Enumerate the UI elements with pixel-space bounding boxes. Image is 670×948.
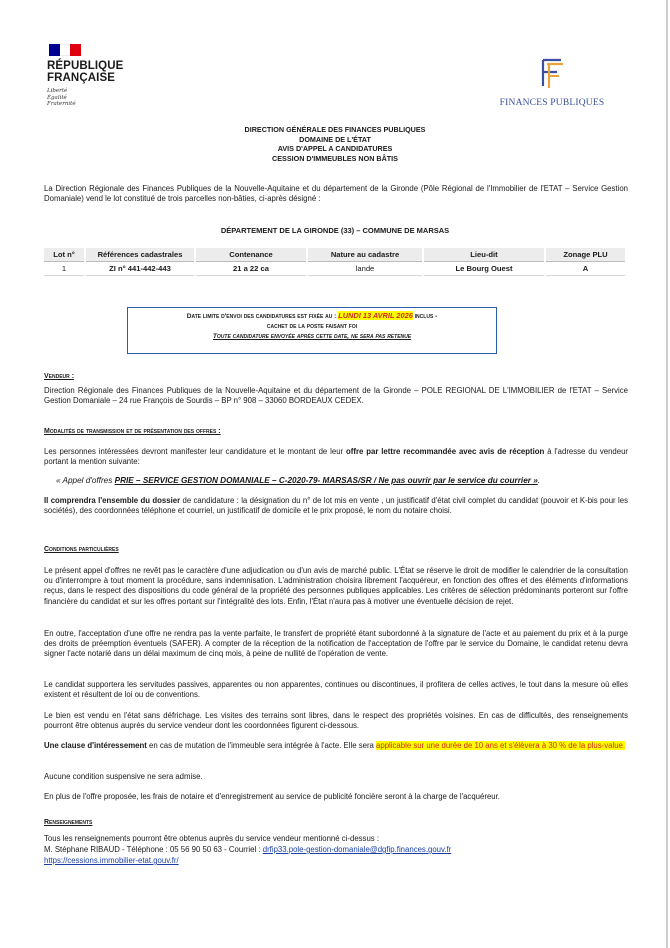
table-header: Contenance	[195, 248, 307, 262]
conditions-paragraph-5: Une clause d'intéressement en cas de mutation de l'immeuble sera intégrée à l'acte. Elle sera applicable sur une durée de 10 ans et s'élèvera à 30 % de la plus-value.	[44, 741, 626, 750]
republic-name: RÉPUBLIQUE FRANÇAISE	[47, 60, 124, 84]
deadline-date: LUNDI 13 AVRIL 2026	[338, 311, 413, 320]
marianne-flag-icon	[49, 44, 81, 56]
table-header-row	[44, 248, 626, 262]
conditions-paragraph-1: Le présent appel d'offres ne revêt pas le caractère d'une adjudication ou d'un avis de marché public. L'État se réserve le droit de modifier le calendrier de la consultation ou d'interrompre à tout moment la procédure, sans indemnisation. L'administration choisira librement l'acquéreur, en fonction des offres et des éléments d'informations reçus, dans le respect des dispositions du code général de la propriété des personnes publiques applicables. Les critères de sélection prédominants porteront sur l'offre financière du candidat et sur les offres portant sur l'intégralité des lots. Enfin, l'État n'aura pas à motiver une éventuelle décision de rejet.	[44, 566, 628, 606]
highlighted-clause: applicable sur une durée de 10 ans et s'élèvera à 30 % de la plus-value.	[376, 741, 626, 750]
cessions-website-link[interactable]: https://cessions.immobilier-etat.gouv.fr/	[44, 856, 179, 865]
conditions-paragraph-4: Le bien est vendu en l'état sans défrichage. Les visites des terrains sont libres, dans le respect des propriétés voisines. En cas de difficultés, des renseignements pourront être obtenus auprès du service vendeur dont les coordonnées figurent ci-dessous.	[44, 711, 628, 731]
republic-motto: Liberté Égalité Fraternité	[47, 88, 76, 107]
table-cell: A	[545, 262, 626, 276]
document-title	[0, 125, 670, 163]
intro-paragraph: La Direction Régionale des Finances Publiques de la Nouvelle-Aquitaine et du département de la Gironde (Pôle Régional de l'Immobilier de l'ETAT – Service Gestion Domaniale) vend le lot constitué de trois parcelles non-bâties, ci-après désigné :	[44, 184, 628, 204]
section-heading-vendeur: Vendeur :	[44, 373, 75, 380]
conditions-paragraph-7: En plus de l'offre proposée, les frais de notaire et d'enregistrement au service de publicité foncière seront à la charge de l'acquéreur.	[44, 792, 500, 801]
table-cell: 1	[44, 262, 85, 276]
table-cell: Le Bourg Ouest	[423, 262, 545, 276]
renseignements-site	[44, 856, 628, 866]
section-heading-conditions: Conditions particulières	[44, 546, 119, 553]
table-header: Nature au cadastre	[307, 248, 423, 262]
department-title: DÉPARTEMENT DE LA GIRONDE (33) – COMMUNE DE MARSAS	[220, 226, 450, 235]
republique-francaise-logo	[47, 44, 137, 108]
deadline-box	[127, 307, 497, 354]
finances-publiques-name: FINANCES PUBLIQUES	[499, 98, 605, 108]
modalites-paragraph-2: Il comprendra l'ensemble du dossier de candidature : la désignation du n° de lot mis en vente , un justificatif d'état civil complet du candidat (pouvoir et K-bis pour les sociétés), des coordonnées téléphone et courriel, un justificatif de domicile et le prix proposé, le nom du notaire choisi.	[44, 496, 628, 516]
title-line-4: CESSION D'IMMEUBLES NON BÂTIS	[272, 153, 398, 163]
renseignements-contact: M. Stéphane RIBAUD - Téléphone : 05 56 90 50 63 - Courriel : drfip33.pole-gestion-domaniale@dgfip.finances.gouv.fr	[44, 845, 452, 854]
title-line-2: DOMAINE DE L'ÉTAT	[299, 134, 371, 144]
page-edge	[666, 0, 668, 948]
deadline-line-3: Toute candidature envoyée après cette date, ne sera pas retenue	[212, 333, 412, 340]
finances-publiques-emblem-icon	[537, 56, 567, 90]
envelope-mention: « Appel d'offres PRIE – SERVICE GESTION DOMANIALE – C-2020-79- MARSAS/SR / Ne pas ouvrir par le service du courrier ».	[56, 476, 541, 485]
table-cell: ZI n° 441-442-443	[85, 262, 195, 276]
section-heading-modalites: Modalités de transmission et de présentation des offres :	[44, 428, 221, 435]
title-line-1: DIRECTION GÉNÉRALE DES FINANCES PUBLIQUES	[244, 125, 426, 134]
renseignements-line-1: Tous les renseignements pourront être obtenus auprès du service vendeur mentionné ci-dessus :	[44, 834, 380, 843]
table-header: Lieu-dit	[423, 248, 545, 262]
deadline-line-1: Date limite d'envoi des candidatures est fixée au : LUNDI 13 AVRIL 2026 inclus -	[186, 311, 438, 320]
conditions-paragraph-2: En outre, l'acceptation d'une offre ne rendra pas la vente parfaite, le transfert de propriété étant subordonné à la signature de l'acte et au paiement du prix et à la purge des droits de préemption éventuels (SAFER). A compter de la réception de la notification de l'acceptation de l'offre par le service du Domaine, le candidat retenu devra signer l'acte notarié dans un délai maximum de cinq mois, à peine de nullité de l'opération de vente.	[44, 629, 628, 659]
vendeur-paragraph: Direction Régionale des Finances Publiques de la Nouvelle-Aquitaine et du département de la Gironde – POLE REGIONAL DE L'IMMOBILIER de l'ETAT – Service Gestion Domaniale – 24 rue François de Sourdis – BP n° 908 – 33060 BORDEAUX CEDEX.	[44, 386, 628, 406]
modalites-paragraph-1: Les personnes intéressées devront manifester leur candidature et le montant de leur offre par lettre recommandée avec avis de réception à l'adresse du vendeur portant la mention suivante:	[44, 447, 629, 467]
conditions-paragraph-3: Le candidat supportera les servitudes passives, apparentes ou non apparentes, continues ou discontinues, il profitera de celles actives, le tout dans la mesure où elles existent et résultent de loi ou de conventions.	[44, 680, 628, 700]
deadline-line-2: cachet de la poste faisant foi	[266, 323, 358, 330]
table-header: Lot n°	[44, 248, 85, 262]
table-cell: 21 a 22 ca	[195, 262, 307, 276]
table-header: Références cadastrales	[85, 248, 195, 262]
table-row	[44, 262, 626, 276]
contact-email-link[interactable]: drfip33.pole-gestion-domaniale@dgfip.finances.gouv.fr	[262, 845, 452, 854]
finances-publiques-logo	[489, 56, 615, 108]
conditions-paragraph-6: Aucune condition suspensive ne sera admise.	[44, 772, 203, 781]
lots-table	[44, 248, 627, 276]
table-header: Zonage PLU	[545, 248, 626, 262]
table-cell: lande	[307, 262, 423, 276]
section-heading-renseignements: Renseignements	[44, 819, 93, 826]
title-line-3: AVIS D'APPEL A CANDIDATURES	[277, 144, 393, 153]
